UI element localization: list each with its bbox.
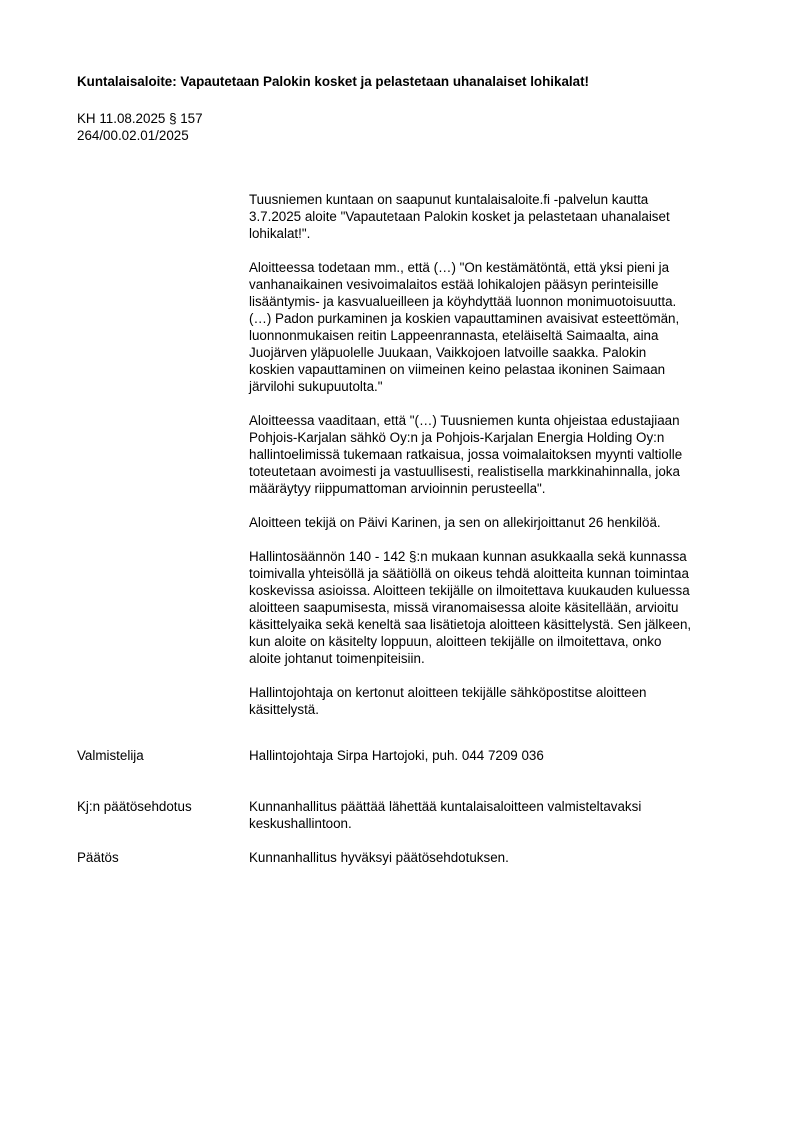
text-line: 3.7.2025 aloite "Vapautetaan Palokin kosket ja pelastetaan uhanalaiset [249,209,670,224]
row-label: Kj:n päätösehdotus [77,799,192,814]
text-line: luonnonmukaisen reitin Lappeenrannasta, eteläiseltä Saimaalta, aina [249,328,659,343]
text-line: lisääntymis- ja kasvualueilleen ja köyhdyttää luonnon monimuotoisuutta. [249,294,677,309]
text-line: käsittelystä. [249,702,319,717]
text-line: Hallintojohtaja on kertonut aloitteen tekijälle sähköpostitse aloitteen [249,685,647,700]
text-line: aloitteen saapumisesta, missä viranomaisessa aloite käsitellään, arvioitu [249,600,679,615]
paragraph-demand [249,412,749,497]
row-value [249,849,509,866]
text-line: hallintoelimissä tukemaan ratkaisua, jossa voimalaitoksen myynti valtiolle [249,447,683,462]
text-line: Juojärven yläpuolelle Juukaan, Vaikkojoen latvoille saakka. Palokin [249,345,647,360]
text-line: Tuusniemen kuntaan on saapunut kuntalaisaloite.fi -palvelun kautta [249,192,649,207]
text-line: toimivalla yhteisöllä ja säätiöllä on oikeus tehdä aloitteita kunnan toimintaa [249,566,689,581]
text-line: käsittelyaika sekä keneltä saa lisätietoja aloitteen käsittelystä. Sen jälkeen, [249,617,692,632]
document-title: Kuntalaisaloite: Vapautetaan Palokin kosket ja pelastetaan uhanalaiset lohikalat! [77,74,589,89]
row-label: Valmistelija [77,748,144,763]
text-line: Kunnanhallitus hyväksyi päätösehdotuksen. [249,850,509,865]
body-text [249,191,749,735]
text-line: Aloitteessa vaaditaan, että "(…) Tuusniemen kunta ohjeistaa edustajiaan [249,413,680,428]
text-line: Pohjois-Karjalan sähkö Oy:n ja Pohjois-Karjalan Energia Holding Oy:n [249,430,665,445]
record-number: 264/00.02.01/2025 [77,128,189,143]
meta-block [77,110,203,144]
text-line: toteutetaan avoimesti ja vastuullisesti, realistisella markkinahinnalla, joka [249,464,680,479]
row-value [249,798,641,832]
text-line: koskevissa asioissa. Aloitteen tekijälle on ilmoitettava kuukauden kuluessa [249,583,690,598]
text-line: kun aloite on käsitelty loppuun, aloitteen tekijälle on ilmoitettava, onko [249,634,662,649]
text-line: lohikalat!". [249,226,311,241]
text-line: koskien vapauttaminen on viimeinen keino pelastaa ikoninen Saimaan [249,362,666,377]
paragraph-quote [249,259,749,395]
text-line: keskushallintoon. [249,816,352,831]
text-line: Kunnanhallitus päättää lähettää kuntalaisaloitteen valmisteltavaksi [249,799,642,814]
text-line: vanhanaikainen vesivoimalaitos estää lohikalojen pääsyn perinteisille [249,277,659,292]
text-line: aloite johtanut toimenpiteisiin. [249,651,425,666]
meeting-reference: KH 11.08.2025 § 157 [77,111,203,126]
text-line: Aloitteen tekijä on Päivi Karinen, ja sen on allekirjoittanut 26 henkilöä. [249,515,661,530]
paragraph-author [249,514,749,531]
text-line: järvilohi sukupuutolta." [249,379,383,394]
text-line: määräytyy riippumattoman arvioinnin perusteella". [249,481,546,496]
paragraph-regulation [249,548,749,667]
row-value [249,747,544,764]
text-line: Hallintojohtaja Sirpa Hartojoki, puh. 044 7209 036 [249,748,544,763]
paragraph-notification [249,684,749,718]
text-line: Aloitteessa todetaan mm., että (…) "On kestämätöntä, että yksi pieni ja [249,260,670,275]
paragraph-intro [249,191,749,242]
row-label: Päätös [77,850,119,865]
text-line: Hallintosäännön 140 - 142 §:n mukaan kunnan asukkaalla sekä kunnassa [249,549,687,564]
text-line: (…) Padon purkaminen ja koskien vapauttaminen avaisivat esteettömän, [249,311,680,326]
